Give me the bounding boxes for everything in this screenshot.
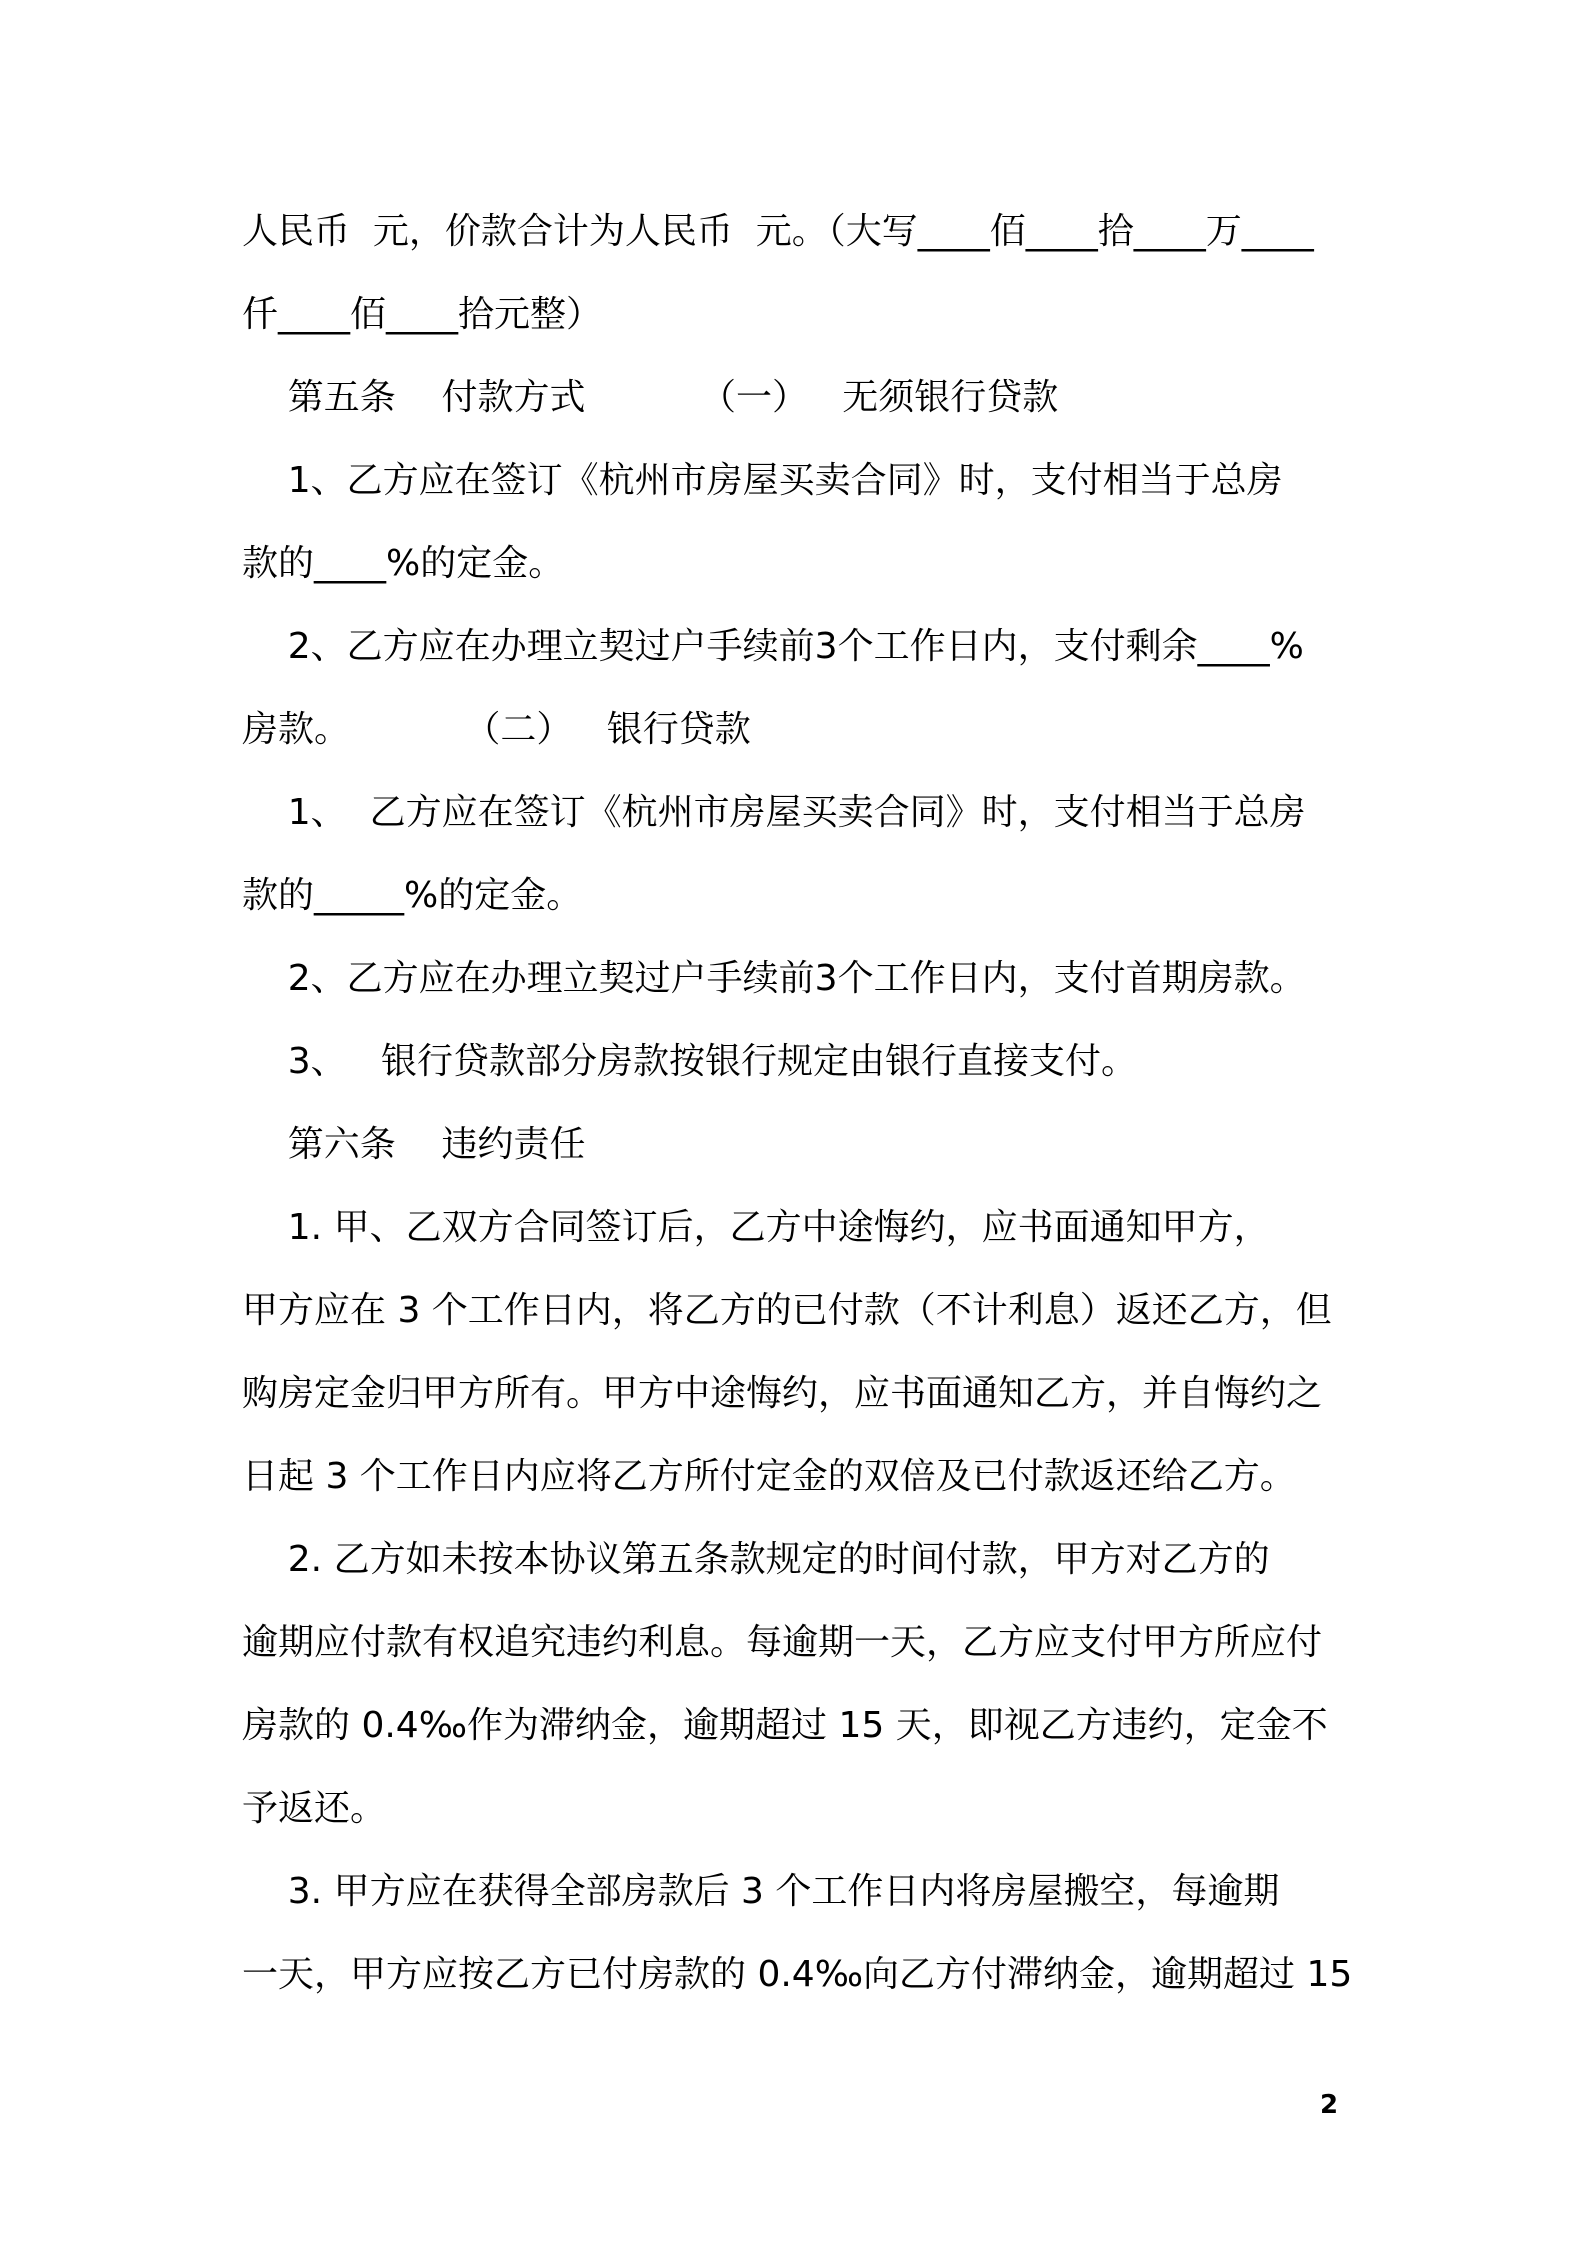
text-line: 日起 3 个工作日内应将乙方所付定金的双倍及已付款返还给乙方。 xyxy=(242,1456,1296,1497)
text-line: 人民币 元，价款合计为人民币 元。（大写____佰____拾____万____ xyxy=(242,211,1314,252)
text-line: 2、乙方应在办理立契过户手续前3个工作日内，支付剩余____% xyxy=(242,626,1304,667)
text-line: 予返还。 xyxy=(242,1788,387,1829)
text-line: 款的_____%的定金。 xyxy=(242,875,583,916)
text-line: 2、乙方应在办理立契过户手续前3个工作日内，支付首期房款。 xyxy=(242,958,1306,999)
text-line: 款的____%的定金。 xyxy=(242,543,565,584)
text-line: 第五条 付款方式 （一） 无须银行贷款 xyxy=(242,377,1059,418)
page-number: 2 xyxy=(1320,2090,1339,2120)
text-line: 仟____佰____拾元整） xyxy=(242,294,603,335)
text-line: 逾期应付款有权追究违约利息。每逾期一天，乙方应支付甲方所应付 xyxy=(242,1622,1323,1663)
text-line: 1、 乙方应在签订《杭州市房屋买卖合同》时，支付相当于总房 xyxy=(242,792,1306,833)
text-line: 1. 甲、乙双方合同签订后，乙方中途悔约，应书面通知甲方， xyxy=(242,1207,1270,1248)
text-line: 2. 乙方如未按本协议第五条款规定的时间付款，甲方对乙方的 xyxy=(242,1539,1270,1580)
text-line: 房款的 0.4‰作为滞纳金，逾期超过 15 天，即视乙方违约，定金不 xyxy=(242,1705,1328,1746)
text-line: 房款。 （二） 银行贷款 xyxy=(242,709,751,750)
text-line: 甲方应在 3 个工作日内，将乙方的已付款（不计利息）返还乙方，但 xyxy=(242,1290,1332,1331)
text-line: 第六条 违约责任 xyxy=(242,1124,586,1165)
text-line: 3. 甲方应在获得全部房款后 3 个工作日内将房屋搬空，每逾期 xyxy=(242,1871,1280,1912)
text-line: 3、 银行贷款部分房款按银行规定由银行直接支付。 xyxy=(242,1041,1138,1082)
text-line: 一天，甲方应按乙方已付房款的 0.4‰向乙方付滞纳金，逾期超过 15 xyxy=(242,1954,1353,1995)
text-line: 1、乙方应在签订《杭州市房屋买卖合同》时，支付相当于总房 xyxy=(242,460,1283,501)
text-line: 购房定金归甲方所有。甲方中途悔约，应书面通知乙方，并自悔约之 xyxy=(242,1373,1323,1414)
